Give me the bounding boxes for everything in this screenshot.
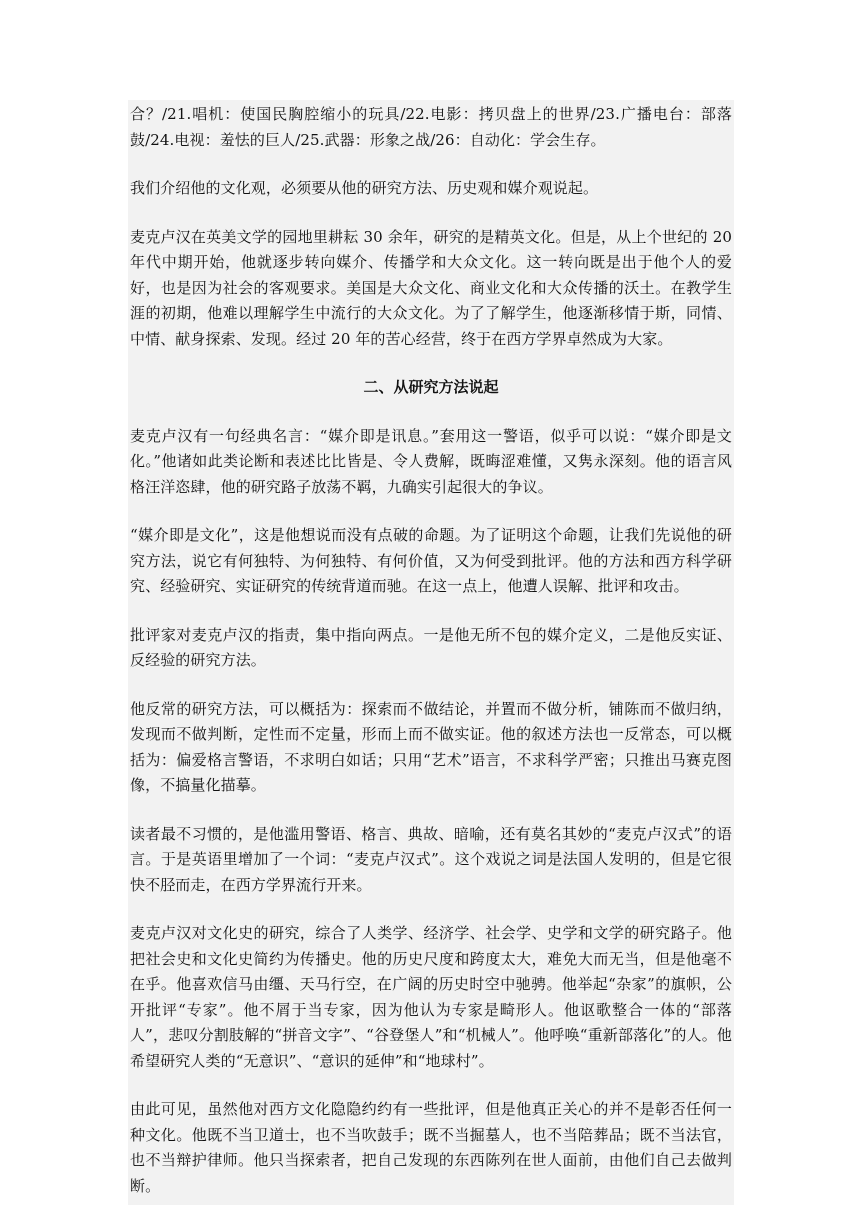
paragraph-list-items: 合？/21.唱机：使国民胸腔缩小的玩具/22.电影：拷贝盘上的世界/23.广播电台：部落鼓/24.电视：羞怯的巨人/25.武器：形象之战/26：自动化：学会生存。 xyxy=(130,105,732,149)
paragraph-history: 麦克卢汉对文化史的研究，综合了人类学、经济学、社会学、史学和文学的研究路子。他把社会史和文化史简约为传播史。他的历史尺度和跨度太大，难免大而无当，但是他毫不在乎。他喜欢信马由缰、天马行空，在广阔的历史时空中驰骋。他举起“杂家”的旗帜，公开批评“专家”。他不屑于当专家，因为他认为专家是畸形人。他讴歌整合一体的“部落人”，悲叹分割肢解的“拼音文字”、“谷登堡人”和“机械人”。他呼唤“重新部落化”的人。他希望研究人类的“无意识”、“意识的延伸”和“地球村”。 xyxy=(130,924,732,1070)
paragraph-intro: 我们介绍他的文化观，必须要从他的研究方法、历史观和媒介观说起。 xyxy=(130,179,599,197)
paragraph-proposition: “媒介即是文化”，这是他想说而没有点破的命题。为了证明这个命题，让我们先说他的研究方法，说它有何独特、为何独特、有何价值，又为何受到批评。他的方法和西方科学研究、经验研究、实证研究的传统背道而驰。在这一点上，他遭人误解、批评和攻击。 xyxy=(130,526,732,595)
paragraph-method: 他反常的研究方法，可以概括为：探索而不做结论，并置而不做分析，铺陈而不做归纳，发现而不做判断，定性而不定量，形而上而不做实证。他的叙述方法也一反常态，可以概括为：偏爱格言警语，不求明白如话；只用“艺术”语言，不求科学严密；只推出马赛克图像，不搞量化描摹。 xyxy=(130,699,732,794)
section-heading: 二、从研究方法说起 xyxy=(363,378,499,396)
paragraph-language: 读者最不习惯的，是他滥用警语、格言、典故、暗喻，还有莫名其妙的“麦克卢汉式”的语言。于是英语里增加了一个词：“麦克卢汉式”。这个戏说之词是法国人发明的，但是它很快不胫而走，在西方学界流行开来。 xyxy=(130,824,732,894)
paragraph-conclusion: 由此可见，虽然他对西方文化隐隐约约有一些批评，但是他真正关心的并不是彰否任何一种文化。他既不当卫道士，也不当吹鼓手；既不当掘墓人，也不当陪葬品；既不当法官，也不当辩护律师。他只当探索者，把自己发现的东西陈列在世人面前，由他们自己去做判断。 xyxy=(130,1100,732,1195)
document-body xyxy=(128,100,734,1205)
paragraph-classic-quote: 麦克卢汉有一句经典名言：“媒介即是讯息。”套用这一警语，似乎可以说：“媒介即是文化。”他诸如此类论断和表述比比皆是、令人费解，既晦涩难懂，又隽永深刻。他的语言风格汪洋恣肆，他的研究路子放荡不羁，九确实引起很大的争议。 xyxy=(130,426,732,496)
paragraph-background: 麦克卢汉在英美文学的园地里耕耘 30 余年，研究的是精英文化。但是，从上个世纪的 20 年代中期开始，他就逐步转向媒介、传播学和大众文化。这一转向既是出于他个人的爱好，也是因为社会的客观要求。美国是大众文化、商业文化和大众传播的沃土。在教学生涯的初期，他难以理解学生中流行的大众文化。为了了解学生，他逐渐移情于斯，同情、中情、献身探索、发现。经过 20 年的苦心经营，终于在西方学界卓然成为大家。 xyxy=(130,227,732,348)
paragraph-criticism: 批评家对麦克卢汉的指责，集中指向两点。一是他无所不包的媒介定义，二是他反实证、反经验的研究方法。 xyxy=(130,625,732,669)
